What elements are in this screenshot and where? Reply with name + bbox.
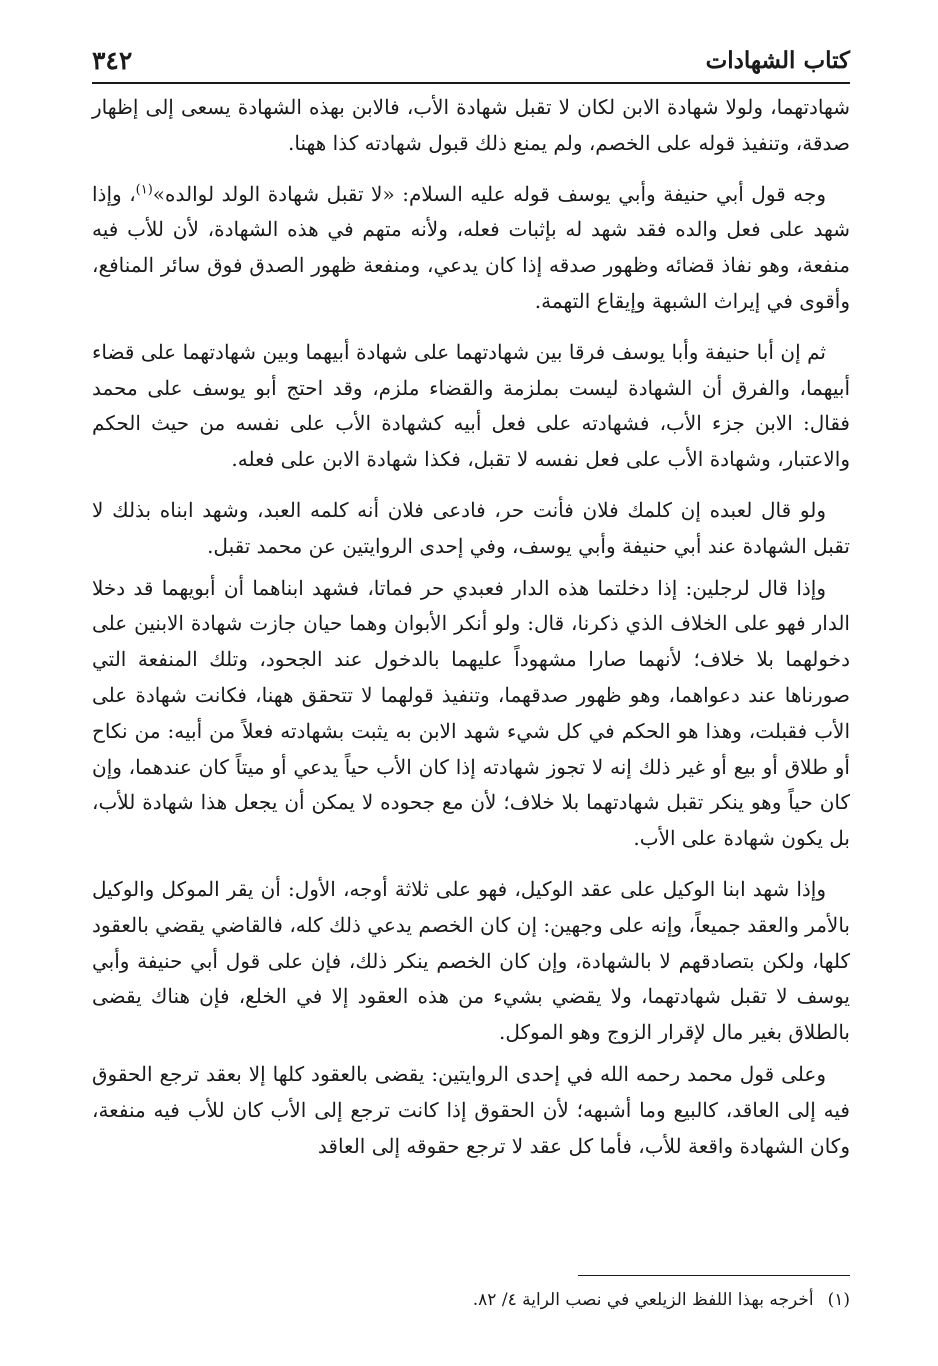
paragraph-7: وعلى قول محمد رحمه الله في إحدى الروايتين: يقضى بالعقود كلها إلا بعقد ترجع الحقوق فيه إلى العاقد، كالبيع وما أشبهه؛ لأن الحقوق إذا كانت ترجع إلى الأب كان للأب فيه منفعة، وكان الشهادة واقعة للأب، فأما كل عقد لا ترجع حقوقه إلى العاقد	[92, 1061, 850, 1158]
footnote-separator	[578, 1275, 850, 1276]
paragraph-2	[92, 177, 850, 320]
chapter-title: كتاب الشهادات	[705, 46, 850, 74]
footnote-number: (١)	[827, 1290, 850, 1310]
paragraph-1: شهادتهما، ولولا شهادة الابن لكان لا تقبل شهادة الأب، فالابن بهذه الشهادة يسعى إلى إظهار صدقة، وتنفيذ قوله على الخصم، ولم يمنع ذلك قبول شهادته كذا ههنا.	[92, 95, 850, 155]
footnote-reference: (١)	[135, 181, 153, 197]
paragraph-2-part-2: ، وإذا شهد على فعل والده فقد شهد له بإثبات فعله، ولأنه متهم في هذه الشهادة، لأن للأب فيه منفعة، وهو نفاذ قضائه وظهور صدقه إذا كان يدعي، ومنفعة ظهور الصدق فوق سائر المنافع، وأقوى في إيراث الشبهة وإيقاع التهمة.	[92, 181, 850, 313]
paragraph-4: ولو قال لعبده إن كلمك فلان فأنت حر، فادعى فلان أنه كلمه العبد، وشهد ابناه بذلك لا تقبل الشهادة عند أبي حنيفة وأبي يوسف، وفي إحدى الروايتين عن محمد تقبل.	[92, 497, 850, 558]
paragraph-6: وإذا شهد ابنا الوكيل على عقد الوكيل، فهو على ثلاثة أوجه، الأول: أن يقر الموكل والوكيل بالأمر والعقد جميعاً، وإنه على وجهين: إن كان الخصم يدعي ذلك كله، فالقاضي يقضي بالعقود كلها، ولكن بتصادقهم لا بالشهادة، وإن كان الخصم ينكر ذلك، فإن على قول أبي حنيفة وأبي يوسف لا تقبل شهادتهما، ولا يقضي بشيء من هذه العقود إلا في الخلع، فإن هناك يقضى بالطلاق بغير مال لإقرار الزوج وهو الموكل.	[92, 876, 851, 1045]
page-header	[92, 38, 850, 84]
paragraph-5: وإذا قال لرجلين: إذا دخلتما هذه الدار فعبدي حر فماتا، فشهد ابناهما أن أبويهما قد دخلا الدار فهو على الخلاف الذي ذكرنا، قال: ولو أنكر الأبوان وهما حيان جازت شهادة الابنين على دخولهما بلا خلاف؛ لأنهما صارا مشهوداً عليهما بالدخول عند الجحود، وتلك المنفعة التي صورناها عند دعواهما، وهو ظهور صدقهما، وتنفيذ قولهما لا تتحقق ههنا، فكانت شهادة على الأب فقبلت، وهذا هو الحكم في كل شيء شهد الابن به يثبت بشهادته فعلاً من أبيه: من نكاح أو طلاق أو بيع أو غير ذلك إنه لا تجوز شهادته إذا كان الأب حياً يدعي أو ميتاً كان عندهما، وإن كان حياً وهو ينكر تقبل شهادتهما بلا خلاف؛ لأن مع جحوده لا يمكن أن يجعل هذا شهادة للأب، بل يكون شهادة على الأب.	[92, 575, 850, 851]
page-number: ٣٤٢	[92, 45, 133, 75]
footnote-text: أخرجه بهذا اللفظ الزيلعي في نصب الراية ٤/ ٨٢.	[472, 1290, 814, 1310]
paragraph-2-part-1: وجه قول أبي حنيفة وأبي يوسف قوله عليه السلام: «لا تقبل شهادة الولد لوالده»	[152, 181, 826, 206]
paragraph-3: ثم إن أبا حنيفة وأبا يوسف فرقا بين شهادتهما على شهادة أبيهما وبين شهادتهما على قضاء أبيهما، والفرق أن الشهادة ليست بملزمة والقضاء ملزم، وقد احتج أبو يوسف على محمد فقال: الابن جزء الأب، فشهادته على فعل أبيه كشهادة الأب على نفسه من حيث الحكم والاعتبار، وشهادة الأب على فعل نفسه لا تقبل، فكذا شهادة الابن على فعله.	[92, 339, 850, 472]
body-text	[92, 90, 850, 1179]
footnote	[92, 1287, 850, 1313]
